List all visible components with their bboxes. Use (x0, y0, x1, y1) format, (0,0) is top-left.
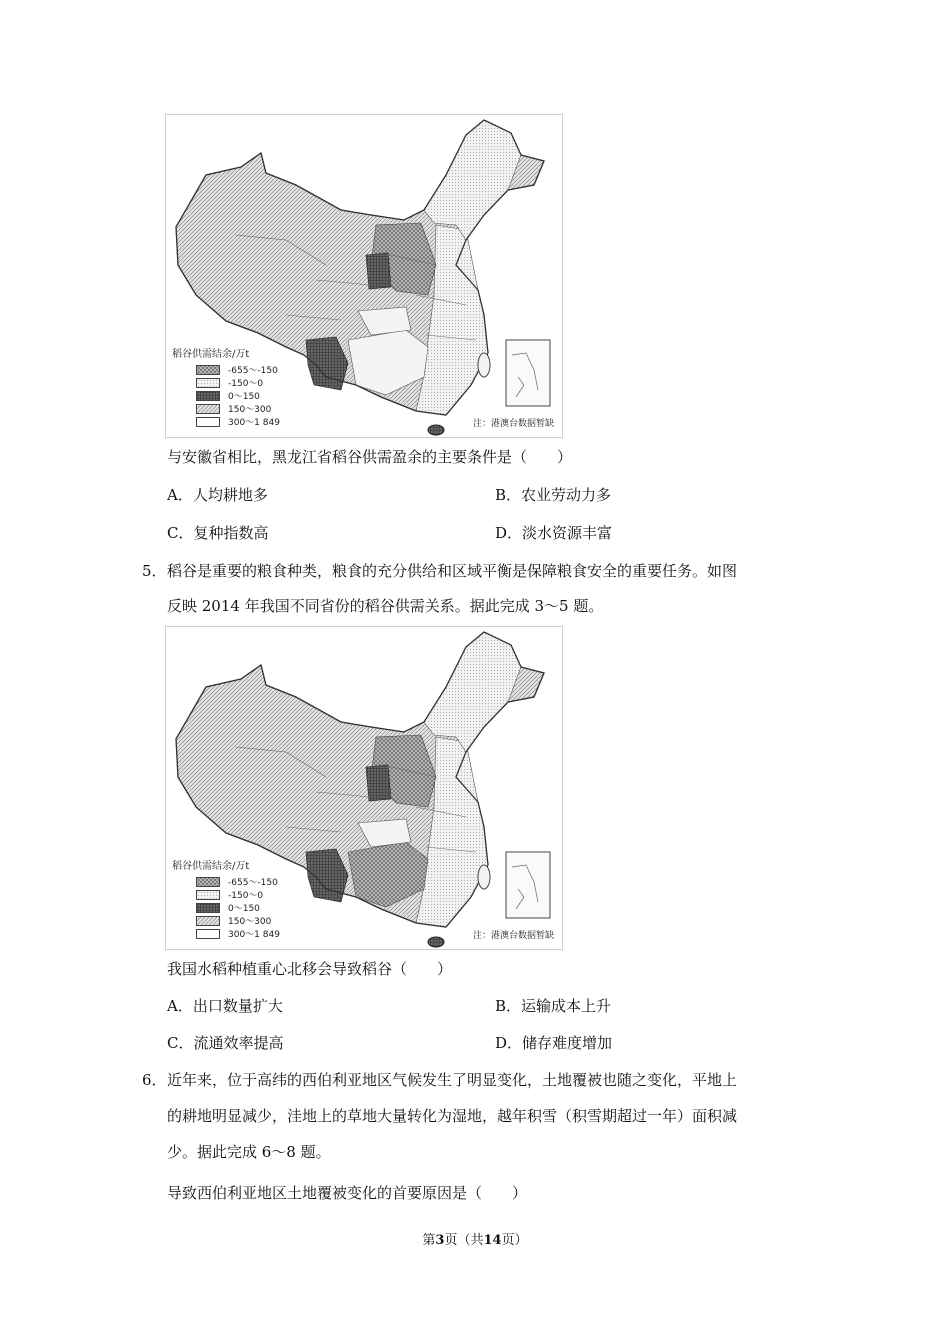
rice-supply-map-1 (165, 114, 563, 438)
legend-item: 300～1 849 (172, 415, 312, 428)
legend-item: 0～150 (172, 389, 312, 402)
q4-option-b: B．农业劳动力多 (495, 486, 612, 504)
page-footer: 第3页（共14页） (422, 1233, 528, 1248)
q4-stem: 与安徽省相比，黑龙江省稻谷供需盈余的主要条件是（ ） (167, 448, 573, 466)
map-legend (172, 345, 312, 428)
legend-item: 150～300 (172, 402, 312, 415)
q6-intro-line2: 的耕地明显减少，洼地上的草地大量转化为湿地，越年积雪（积雪期超过一年）面积减 (167, 1107, 738, 1125)
rice-supply-map-2 (165, 626, 563, 950)
q5-option-c: C．流通效率提高 (167, 1034, 284, 1052)
q5-option-a: A．出口数量扩大 (167, 997, 283, 1015)
legend-item: -150～0 (172, 888, 312, 901)
q5-option-b: B．运输成本上升 (495, 997, 612, 1015)
q6-intro-line1: 近年来，位于高纬的西伯利亚地区气候发生了明显变化，土地覆被也随之变化，平地上 (167, 1071, 738, 1089)
map-note: 注：港澳台数据暂缺 (472, 419, 554, 429)
legend-item: -655～-150 (172, 875, 312, 888)
q5-number: 5． (142, 562, 167, 580)
q6-intro-line3: 少。据此完成 6～8 题。 (167, 1143, 331, 1161)
legend-item: 0～150 (172, 901, 312, 914)
map-note: 注：港澳台数据暂缺 (472, 931, 554, 941)
legend-item: 300～1 849 (172, 927, 312, 940)
q5-intro-line2: 反映 2014 年我国不同省份的稻谷供需关系。据此完成 3～5 题。 (167, 597, 604, 615)
legend-item: -150～0 (172, 376, 312, 389)
legend-item: -655～-150 (172, 363, 312, 376)
q5-stem: 我国水稻种植重心北移会导致稻谷（ ） (167, 960, 453, 978)
legend-item: 150～300 (172, 914, 312, 927)
total-pages: 14 (483, 1233, 502, 1248)
q5-option-d: D．储存难度增加 (495, 1034, 613, 1052)
q5-intro-line1: 稻谷是重要的粮食种类，粮食的充分供给和区域平衡是保障粮食安全的重要任务。如图 (167, 562, 738, 580)
current-page: 3 (435, 1233, 445, 1248)
q4-option-c: C．复种指数高 (167, 524, 269, 542)
q6-number: 6． (142, 1071, 167, 1089)
legend-title: 稻谷供需结余/万t (172, 861, 250, 872)
map-legend (172, 857, 312, 940)
legend-title: 稻谷供需结余/万t (172, 349, 250, 360)
q4-option-a: A．人均耕地多 (167, 486, 268, 504)
q4-option-d: D．淡水资源丰富 (495, 524, 613, 542)
q6-stem: 导致西伯利亚地区土地覆被变化的首要原因是（ ） (167, 1184, 528, 1202)
